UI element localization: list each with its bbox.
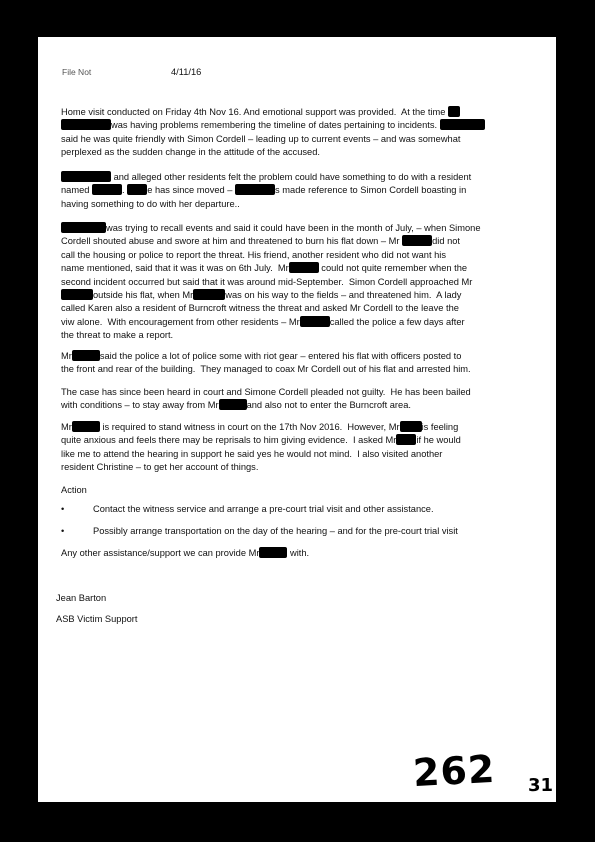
redaction-block [127,184,147,195]
text-line [61,249,541,262]
text-segment: Mr [61,422,72,432]
redaction-block [61,171,111,182]
text-segment: e has since moved – [147,185,236,196]
action-item-1: Contact the witness service and arrange a pre-court trial visit and other assistance. [93,504,434,514]
text-segment: the front and rear of the building. They managed to coax Mr Cordell out of his flat and arrested him. [61,364,471,375]
text-line [61,461,541,474]
text-segment: could not quite remember when the [318,263,468,274]
text-line [61,106,541,119]
text-segment: did not [432,236,461,247]
redaction-block [72,421,100,432]
text-segment: . [122,185,128,196]
paragraph-incident [61,222,541,343]
text-line [61,171,541,184]
text-segment: called the police a few days after [329,316,465,327]
text-segment: is required to stand witness in court on the 17th Nov 2016. However, Mr [99,422,400,432]
redaction-block [400,421,422,432]
redaction-block [61,289,93,300]
redaction-block [396,434,416,445]
text-segment: Any other assistance/support we can provide Mr [61,548,260,558]
text-segment: is feeling [421,422,459,432]
file-note-label: File Not [62,67,92,77]
text-segment: s made reference to Simon Cordell boasting in [275,185,467,196]
text-segment: outside his flat, when Mr [93,290,194,301]
redaction-block [72,350,100,361]
text-segment: Home visit conducted on Friday 4th Nov 16. And emotional support was provided. At the time [61,107,449,117]
action-item-2: Possibly arrange transportation on the day of the hearing – and for the pre-court trial visit [93,526,458,536]
text-segment: like me to attend the hearing in support he said yes he would not mind. I also visited another [61,448,443,459]
text-segment: The case has since been heard in court and Simone Cordell pleaded not guilty. He has been bailed [61,387,471,397]
paragraph-residents [61,171,541,211]
document-page [38,37,556,802]
text-line [61,386,541,399]
redaction-block [92,184,122,195]
text-segment: said the police a lot of police some with riot gear – entered his flat with officers posted to [99,351,462,361]
text-segment: with. [287,548,310,558]
small-page-number: 31 [528,775,554,796]
text-line [61,316,541,329]
text-segment: resident Christine – to get her account of things. [61,462,259,473]
redaction-block [300,316,330,327]
bullet-2-dot: • [61,526,65,536]
signature-org: ASB Victim Support [56,614,138,624]
text-segment: said he was quite friendly with Simon Cordell – leading up to current events – and was somewhat [61,133,461,144]
text-segment: called Karen also a resident of Burncroft witness the threat and asked Mr Cordell to the leave the [61,303,459,314]
text-line [61,302,541,315]
redaction-block [402,235,432,246]
redaction-block [259,547,287,558]
text-segment: if he would [416,435,461,446]
text-line [61,262,541,275]
text-segment: having something to do with her departure.. [61,198,240,209]
handwritten-page-number: 262 [411,746,497,796]
action-heading: Action [61,485,87,495]
text-line [61,399,541,412]
text-segment: with conditions – to stay away from Mr [61,400,219,411]
text-segment: name mentioned, said that it was it was on 6th July. Mr [61,263,289,274]
text-segment: and alleged other residents felt the problem could have something to do with a resident [111,172,472,182]
paragraph-police [61,350,541,377]
text-line [61,184,541,197]
text-line [61,119,541,132]
text-segment: Cordell shouted abuse and swore at him and threatened to burn his flat down – Mr [61,236,403,247]
text-segment: viw alone. With encouragement from other residents – Mr [61,316,300,327]
signature-name: Jean Barton [56,593,107,603]
redaction-block [219,399,247,410]
redaction-block [448,106,460,117]
text-line [61,448,541,461]
text-segment: the threat to make a report. [61,330,174,341]
bullet-1-dot: • [61,504,65,514]
text-line [61,547,541,560]
text-segment: was having problems remembering the timeline of dates pertaining to incidents. [111,120,440,131]
closing-line [61,547,541,560]
paragraph-visit [61,106,541,160]
redaction-block [440,119,485,130]
paragraph-court [61,386,541,413]
text-line [61,133,541,146]
text-line [61,198,541,211]
text-line [61,421,541,434]
text-line [61,350,541,363]
redaction-block [235,184,275,195]
text-segment: perplexed as the sudden change in the attitude of the accused. [61,147,320,158]
note-date: 4/11/16 [171,67,202,77]
text-segment: and also not to enter the Burncroft area. [246,400,411,411]
redaction-block [193,289,225,300]
text-segment: was trying to recall events and said it could have been in the month of July, – when Simone [106,223,481,233]
redaction-block [61,119,111,130]
text-segment: Mr [61,351,72,361]
text-line [61,289,541,302]
redaction-block [289,262,319,273]
redaction-block [61,222,106,233]
text-line [61,276,541,289]
text-line [61,222,541,235]
text-line [61,434,541,447]
text-segment: second incident occurred but said that it was around mid-September. Simon Cordell approached Mr [61,276,473,287]
paragraph-witness [61,421,541,475]
text-segment: named [61,185,93,196]
text-line [61,235,541,248]
text-line [61,146,541,159]
text-segment: quite anxious and feels there may be reprisals to him giving evidence. I asked Mr [61,435,397,446]
text-line [61,363,541,376]
text-segment: call the housing or police to report the threat. His friend, another resident who did not want his [61,249,447,260]
text-segment: was on his way to the fields – and threatened him. A lady [225,290,462,301]
text-line [61,329,541,342]
